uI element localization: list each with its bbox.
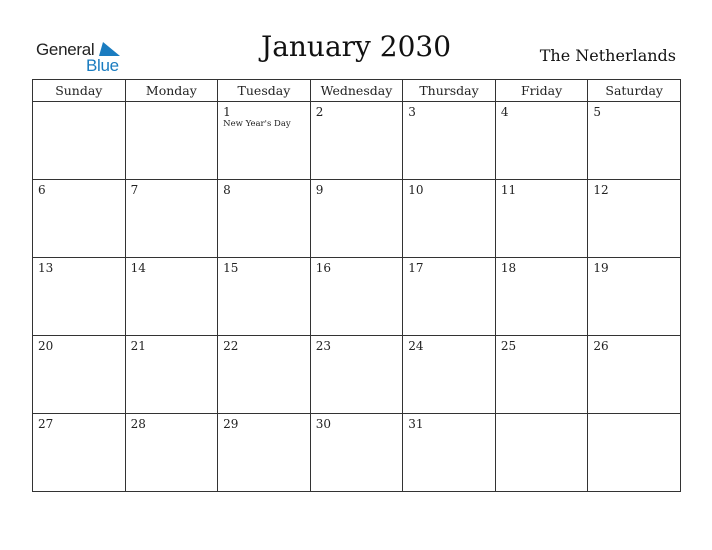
day-cell	[495, 258, 588, 336]
day-number: 15	[223, 261, 239, 275]
day-number: 23	[315, 339, 331, 353]
day-number: 2	[315, 105, 324, 119]
day-number: 6	[38, 183, 46, 197]
day-number: 21	[130, 339, 146, 353]
day-cell	[310, 102, 403, 180]
day-number: 12	[593, 183, 609, 197]
day-cell	[310, 180, 403, 258]
day-number: 17	[408, 261, 424, 275]
logo-text-blue: Blue	[86, 56, 119, 75]
day-cell	[588, 102, 681, 180]
day-cell	[218, 258, 311, 336]
day-cell	[33, 102, 126, 180]
day-cell	[403, 180, 496, 258]
day-cell	[125, 258, 218, 336]
day-number: 25	[500, 339, 517, 353]
day-cell	[125, 414, 218, 492]
day-number: 13	[38, 261, 54, 275]
day-number: 29	[223, 417, 239, 431]
calendar-title: January 2030	[260, 30, 452, 63]
day-cell	[33, 336, 126, 414]
weekday-header: Wednesday	[310, 80, 403, 102]
weekday-header: Thursday	[403, 80, 496, 102]
day-number: 9	[315, 183, 324, 197]
day-number: 28	[130, 417, 146, 431]
day-number: 24	[408, 339, 424, 353]
day-number: 5	[593, 105, 602, 119]
weekday-header-row	[33, 80, 681, 102]
day-cell	[588, 414, 681, 492]
day-cell	[218, 414, 311, 492]
day-cell	[495, 336, 588, 414]
week-row	[33, 180, 681, 258]
day-cell	[33, 258, 126, 336]
day-number: 10	[408, 183, 424, 197]
day-cell	[403, 414, 496, 492]
week-row	[33, 102, 681, 180]
day-cell	[125, 180, 218, 258]
calendar-grid	[32, 79, 681, 492]
day-number: 14	[130, 261, 146, 275]
day-cell	[33, 414, 126, 492]
day-cell	[588, 258, 681, 336]
day-number: 3	[408, 105, 416, 119]
day-cell	[588, 180, 681, 258]
day-cell	[495, 414, 588, 492]
day-number: 11	[500, 183, 517, 197]
week-row	[33, 336, 681, 414]
day-number: 31	[408, 417, 424, 431]
day-cell	[218, 102, 311, 180]
day-number: 20	[38, 339, 54, 353]
day-cell	[218, 336, 311, 414]
day-cell	[495, 102, 588, 180]
day-cell	[125, 102, 218, 180]
day-number: 30	[315, 417, 331, 431]
weekday-header: Tuesday	[218, 80, 311, 102]
day-number: 22	[223, 339, 239, 353]
weekday-header: Saturday	[588, 80, 681, 102]
holiday-label: New Year's Day	[223, 119, 291, 129]
day-number: 8	[223, 183, 231, 197]
day-cell	[310, 336, 403, 414]
day-number: 16	[315, 261, 331, 275]
day-number: 27	[38, 417, 54, 431]
country-label: The Netherlands	[539, 46, 676, 65]
day-cell	[218, 180, 311, 258]
day-cell	[310, 258, 403, 336]
day-number: 19	[593, 261, 609, 275]
day-number: 7	[130, 183, 139, 197]
day-cell	[588, 336, 681, 414]
day-cell	[33, 180, 126, 258]
weekday-header: Monday	[125, 80, 218, 102]
day-cell	[403, 258, 496, 336]
week-row	[33, 258, 681, 336]
day-number: 18	[500, 261, 517, 275]
weekday-header: Friday	[495, 80, 588, 102]
day-number: 26	[593, 339, 609, 353]
day-cell	[403, 102, 496, 180]
day-cell	[125, 336, 218, 414]
logo-text-general: General	[36, 40, 95, 59]
day-number: 1	[223, 105, 231, 119]
day-cell	[403, 336, 496, 414]
day-cell	[310, 414, 403, 492]
day-number: 4	[500, 105, 509, 119]
week-row	[33, 414, 681, 492]
weekday-header: Sunday	[33, 80, 126, 102]
day-cell	[495, 180, 588, 258]
